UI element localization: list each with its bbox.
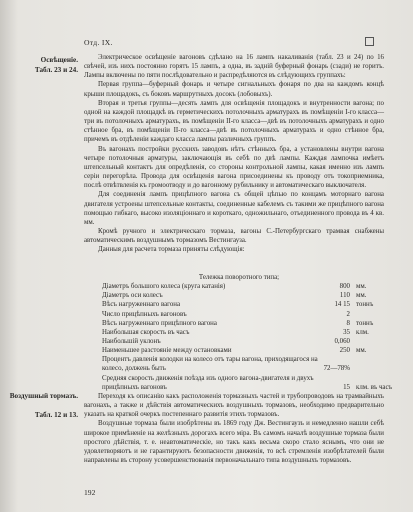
table-row-label: Число прицѣпныхъ вагоновъ	[102, 310, 187, 318]
paragraph: Кромѣ ручного и электрическаго тормаза, вагоны С.-Петербургскаго трамвая снабжены автоматическимъ воздушнымъ тормазомъ Вестингауза.	[84, 227, 384, 245]
table-row-unit: клм. въ часъ	[356, 383, 393, 391]
table-row-value: 35	[343, 328, 350, 336]
paragraph: Переходя къ описанію какъ расположенія тормазныхъ частей и трубопроводовъ на трамвайныхъ вагонахъ, а также и дѣйствія автоматическихъ воздушныхъ тормазовъ, необходимо предварительно указать на краткой очеркъ постепеннаго развитія этихъ тормазовъ.	[84, 393, 384, 419]
table-row-value: 14 15	[334, 301, 350, 309]
corner-mark-icon	[365, 37, 374, 46]
table-row-value: 800	[339, 283, 350, 291]
table-row-unit: мм.	[356, 347, 367, 355]
table-row-unit: тоннъ	[356, 319, 374, 327]
table-row	[84, 374, 393, 392]
margin-note-air-brake: Воздушный тормазъ.	[9, 392, 78, 400]
table-rows	[84, 282, 393, 392]
table-row-label: Діаметръ большого колеса (круга катанія)	[102, 283, 226, 291]
table-row-value: 72—78%	[323, 365, 350, 373]
table-caption: Тележка поворотного типа;	[198, 274, 280, 281]
table-row	[84, 328, 384, 337]
table-row	[84, 346, 384, 355]
table-row	[84, 355, 384, 373]
table-row-unit: мм.	[356, 283, 367, 291]
table-row-label: Средняя скорость движенія поѣзда изъ одного вагона-двигателя и двухъ прицѣпныхъ вагоновъ	[102, 374, 314, 391]
table-row	[84, 310, 384, 319]
paragraph: Данныя для расчета тормаза приняты слѣдующія:	[98, 246, 245, 254]
margin-note-tables-23-24: Табл. 23 и 24.	[34, 66, 78, 74]
table-row-label: Наименьшее разстояніе между остановками	[102, 347, 232, 355]
table-row-label: Вѣсъ нагруженнаго вагона	[102, 301, 181, 309]
table-row-unit: клм.	[356, 328, 369, 336]
table-row-unit: тоннъ	[356, 301, 374, 309]
body-text-top	[84, 53, 384, 254]
body-text-bottom	[84, 392, 384, 465]
table-row-value: 110	[339, 292, 350, 300]
table-row-label: Наибольшій уклонъ	[102, 338, 161, 345]
table-row-label: Процентъ давленія колодки на колесо отъ тары вагона, приходящагося на колесо, должень быть	[102, 356, 318, 373]
paragraph: Въ вагонахъ постройки русскихъ заводовъ нѣтъ стѣнныхъ бра, а установлены внутри вагона четыре потолочныя арматуры, заключающія въ себѣ по двѣ лампы. Каждая лампочка имѣетъ штепсельный контактъ для опредѣленія, со стороны контрольной лампы, какая именно изъ лампъ серіи перегорѣла. Провода для освѣщенія вагона присоединены къ проводу отъ токоприемника, послѣ отвѣтвленія къ громоотводу и до вагонному рубильнику и автоматическаго выключателя.	[84, 145, 384, 190]
table-row-label: Вѣсъ нагруженнаго прицѣпного вагона	[102, 319, 217, 327]
table-row-value: 2	[346, 310, 350, 318]
table-row	[84, 337, 384, 346]
table-row-value: 8	[346, 319, 350, 327]
section-header: Отд. IX.	[84, 38, 113, 47]
table-row-unit: мм.	[356, 292, 367, 300]
paragraph: Электрическое освѣщеніе вагоновъ сдѣлано на 16 лампъ накаливанія (табл. 23 и 24) по 16 свѣчей, изъ нихъ постоянно горятъ 15 лампъ, а одна, въ задній буферный фонарь (сзади) не горитъ. Лампы включены по пяти послѣдовательно и распредѣляются въ слѣдующихъ группахъ:	[84, 54, 384, 80]
paragraph: Для соединенія лампъ прицѣпного вагона съ общей цѣпью по концамъ моторнаго вагона двигателя устроены штепсельные контакты, соединенные кабелемъ съ такими же прицѣпного вагона помощью гибкаго, высоко изоляціоннаго и короткаго, одножильнаго, отъединенного провода въ 4 кв. мм.	[84, 191, 384, 226]
page-number: 192	[84, 488, 96, 497]
paragraph: Вторая и третья группы—десять лампъ для освѣщенія площадокъ и внутренности вагона; по одной на каждой площадкѣ въ герметическихъ потолочныхъ арматурахъ въ помѣщеніи I-го класса—три въ потолочныхъ арматурахъ, въ помѣщеніи II-го класса—двѣ въ потолочныхъ арматурахъ и одно стѣнное бра, въ помѣщеніи II-го класса—двѣ въ потолочныхъ арматурахъ и одно стѣнное бра, причемъ въ отдѣленіи каждаго класса лампы различныхъ группъ.	[84, 99, 384, 144]
table-row-label: Діаметръ оси колесъ	[102, 292, 163, 300]
margin-note-lighting: Освѣщеніе.	[40, 56, 78, 64]
table-row-label: Наибольшая скорость въ часъ	[102, 328, 190, 336]
table-row	[84, 291, 384, 300]
paragraph: Первая группа—буферный фонарь и четыре сигнальныхъ фонаря по два на каждомъ концѣ крыши площадокъ, съ боковъ маршрутныхъ досокъ (лобовыхъ).	[84, 81, 384, 98]
table-row	[84, 282, 384, 291]
table-row-value: 250	[339, 347, 350, 355]
brake-data-table	[84, 273, 393, 392]
table-row	[84, 319, 384, 328]
table-row-value: 0,060	[334, 338, 350, 345]
margin-note-tables-12-13: Табл. 12 и 13.	[34, 411, 78, 419]
paragraph: Воздушные тормаза были изобрѣтены въ 1869 году Дж. Вестингаузъ и немедленно нашли себѣ широкое примѣненіе на желѣзныхъ дорогахъ всего міра. Въ самомъ началѣ воздушные тормаза были простого дѣйствія, т. е. неавтоматическіе, но такъ какъ весьма скоро стало яснымъ, что они не удовлетворяютъ и не гарантируютъ безопасности движенія, то всѣ стремленія изобрѣтателей были направлены въ сторону усовершенствованія первоначальнаго типа воздушныхъ тормазовъ.	[84, 420, 384, 465]
table-row	[84, 300, 384, 309]
table-row-value: 15	[343, 383, 350, 391]
